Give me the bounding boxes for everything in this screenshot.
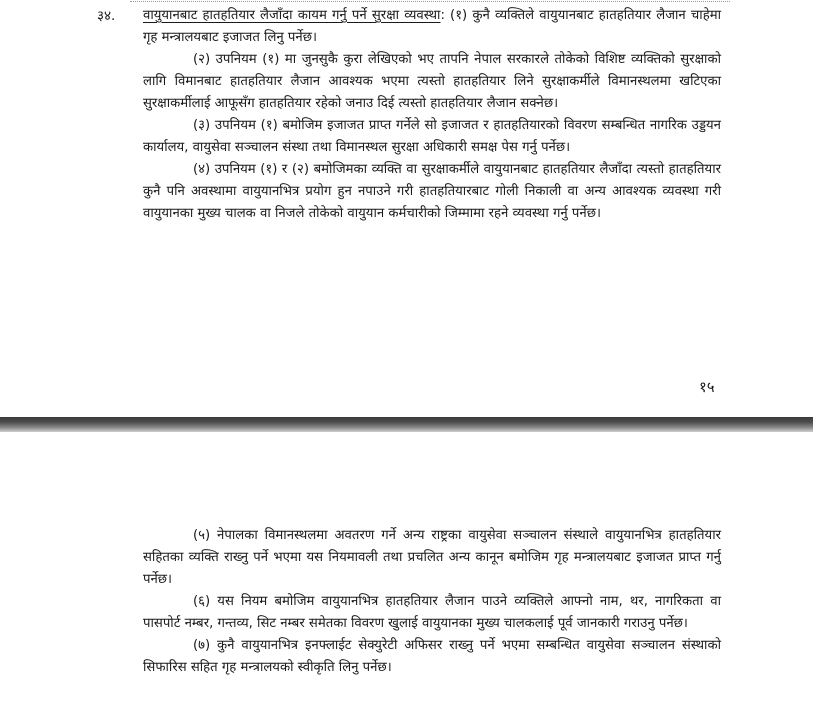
section-heading: वायुयानबाट हातहतियार लैजाँदा कायम गर्नु पर्ने सुरक्षा व्यवस्था [143,8,441,23]
continued-section-body [143,525,721,679]
page-number: १५ [699,378,715,396]
cropped-previous-text-line [130,0,730,2]
document-page-bottom [0,432,813,706]
subsection-5: (५) नेपालका विमानस्थलमा अवतरण गर्ने अन्य राष्ट्रका वायुसेवा सञ्चालन संस्थाले वायुयानभित्र हातहतियार सहितका व्यक्ति राख्नु पर्ने भएमा यस नियमावली तथा प्रचलित अन्य कानून बमोजिम गृह मन्त्रालयबाट इजाजत प्राप्त गर्नु पर्नेछ। [143,528,721,587]
subsection-6: (६) यस नियम बमोजिम वायुयानभित्र हातहतियार लैजान पाउने व्यक्तिले आफ्नो नाम, थर, नागरिकता वा पासपोर्ट नम्बर, गन्तव्य, सिट नम्बर समेतका विवरण खुलाई वायुयानका मुख्य चालकलाई पूर्व जानकारी गराउनु पर्नेछ। [143,594,721,631]
section-intro-paragraph [143,5,721,49]
subsection-2: (२) उपनियम (१) मा जुनसुकै कुरा लेखिएको भए तापनि नेपाल सरकारले तोकेको विशिष्ट व्यक्तिको सुरक्षाको लागि विमानबाट हातहतियार लैजान आवश्यक भएमा त्यस्तो हातहतियार लिने सुरक्षाकर्मीले विमानस्थलमा खटिएका सुरक्षाकर्मीलाई आफूसँग हातहतियार रहेको जनाउ दिई त्यस्तो हातहतियार लैजान सक्नेछ। [143,52,721,111]
page-separator [0,417,813,432]
subsection-7: (७) कुनै वायुयानभित्र इनफ्लाईट सेक्युरेटी अफिसर राख्नु पर्ने भएमा सम्बन्धित वायुसेवा सञ्चालन संस्थाको सिफारिस सहित गृह मन्त्रालयको स्वीकृति लिनु पर्नेछ। [143,638,721,675]
section-34-body [143,5,721,225]
section-lead-text: : (१) कुनै व्यक्तिले वायुयानबाट हातहतियार लैजान चाहेमा गृह मन्त्रालयबाट इजाजत लिनु पर्नेछ। [143,8,721,45]
subsection-4: (४) उपनियम (१) र (२) बमोजिमका व्यक्ति वा सुरक्षाकर्मीले वायुयानबाट हातहतियार लैजाँदा त्यस्तो हातहतियार कुनै पनि अवस्थामा वायुयानभित्र प्रयोग हुन नपाउने गरी हातहतियारबाट गोली निकाली वा अन्य आवश्यक व्यवस्था गरी वायुयानका मुख्य चालक वा निजले तोकेको वायुयान कर्मचारीको जिम्मामा रहने व्यवस्था गर्नु पर्नेछ। [143,162,721,221]
section-number: ३४. [97,8,116,24]
subsection-3: (३) उपनियम (१) बमोजिम इजाजत प्राप्त गर्नेले सो इजाजत र हातहतियारको विवरण सम्बन्धित नागरिक उड्डयन कार्यालय, वायुसेवा सञ्चालन संस्था तथा विमानस्थल सुरक्षा अधिकारी समक्ष पेस गर्नु पर्नेछ। [143,118,721,155]
